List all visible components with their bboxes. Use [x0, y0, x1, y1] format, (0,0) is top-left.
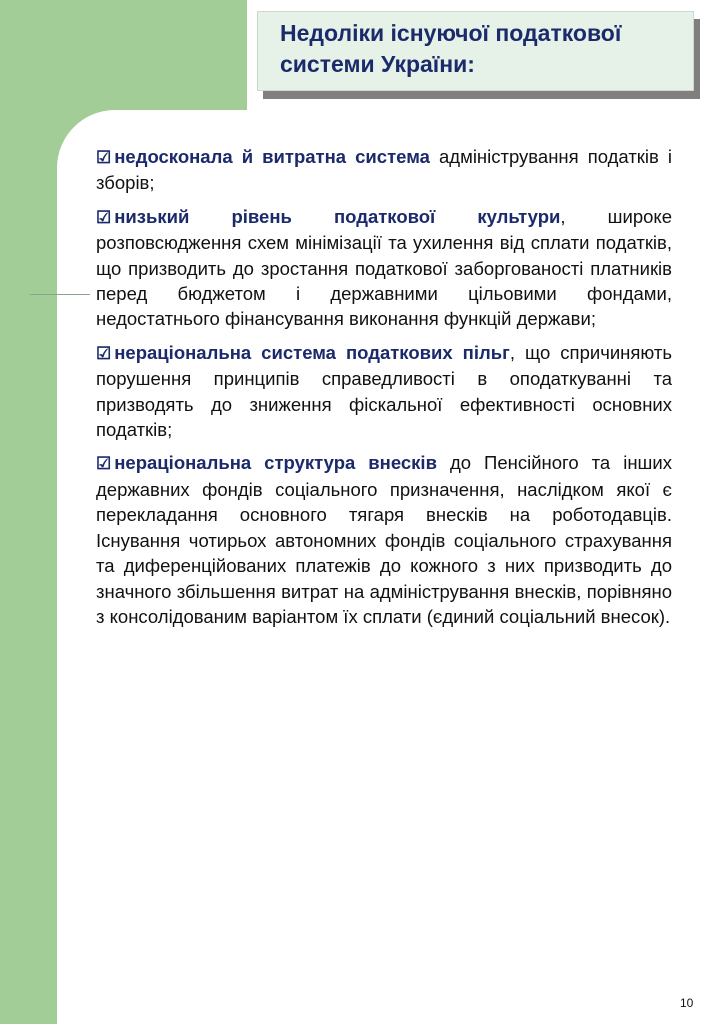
checkbox-checked-icon: ☑ [96, 148, 112, 167]
checkbox-checked-icon: ☑ [96, 343, 112, 363]
shortcomings-list [96, 144, 672, 637]
item-highlight: нераціональна система податкових пільг [114, 341, 510, 363]
decorative-line [30, 294, 90, 295]
item-text: адміністрування податків і зборів; [96, 146, 673, 194]
list-item [96, 144, 672, 196]
list-item [96, 340, 672, 443]
item-text: до Пенсійного та інших державних фондів соціального призначення, наслідком якої є перекладання основного тягаря внесків на роботодавців. Існування чотирьох автономних фондів соціального страхування та диференційованих платежів до кожного з них призводить до значного збільшення витрат на адміністрування внесків, порівняно з консолідованим варіантом їх сплати (єдиний соціальний внесок). [96, 452, 672, 627]
checkbox-checked-icon: ☑ [96, 207, 112, 227]
page-title: Недоліки існуючої податкової системи України: [280, 20, 622, 77]
item-text: , широке розповсюдження схем мінімізації та ухилення від сплати податків, що призводить до зростання податкової заборгованості платників перед бюджетом і державними цільовими фондами, недостатнього фінансування виконання функцій держави; [96, 205, 672, 330]
item-text: , що спричиняють порушення принципів справедливості в оподаткуванні та призводять до зниження фіскальної ефективності основних податків; [96, 341, 672, 441]
title-box [257, 11, 694, 91]
list-item [96, 204, 672, 332]
checkbox-checked-icon: ☑ [96, 454, 112, 474]
item-highlight: нераціональна структура внесків [114, 452, 437, 474]
page-number: 10 [680, 996, 694, 1010]
list-item [96, 450, 672, 629]
item-highlight: недосконала й витратна система [114, 146, 430, 167]
item-highlight: низький рівень податкової культури [114, 205, 561, 227]
